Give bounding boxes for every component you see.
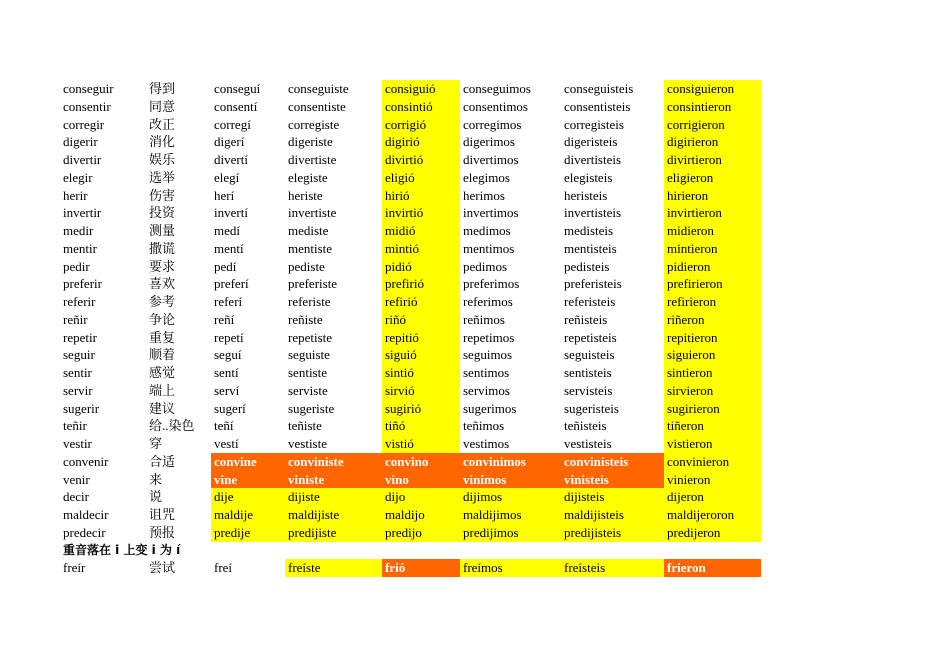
cell-col-2: digerí	[214, 134, 245, 150]
cell-col-7: digirieron	[664, 133, 761, 151]
cell-col-4: pidió	[382, 258, 460, 276]
cell-col-4: mintió	[382, 240, 460, 258]
cell-col-7: dijeron	[664, 488, 761, 506]
cell-col-7: predijeron	[664, 524, 761, 542]
cell-col-3: elegiste	[288, 169, 328, 185]
cell-col-7: vistieron	[664, 435, 761, 453]
cell-col-4: prefirió	[382, 275, 460, 293]
cell-col-5: corregimos	[463, 116, 522, 132]
cell-col-5: teñimos	[463, 418, 505, 434]
cell-col-5: repetimos	[463, 329, 515, 345]
cell-col-3: mediste	[288, 223, 329, 238]
cell-col-6: divertisteis	[564, 152, 622, 167]
cell-col-3: conseguiste	[288, 81, 349, 96]
cell-col-6: elegisteis	[564, 169, 613, 185]
cell-col-2: vine	[211, 471, 285, 489]
cell-col-4: midió	[382, 222, 460, 240]
cell-col-2: predije	[211, 524, 285, 542]
cell-col-2: divertí	[214, 152, 248, 167]
cell-col-3: reñiste	[288, 311, 323, 327]
cell-col-5: freímos	[460, 559, 561, 577]
cell-col-0: corregir	[63, 116, 105, 132]
cell-col-0: decir	[63, 489, 89, 505]
cell-col-3: serviste	[288, 382, 328, 398]
cell-col-3: freíste	[285, 559, 382, 577]
cell-col-3: repetiste	[288, 329, 333, 345]
cell-col-0: vestir	[63, 436, 92, 451]
cell-col-5: sentimos	[463, 365, 510, 380]
cell-col-3: maldijiste	[285, 506, 382, 524]
cell-col-3: digeriste	[288, 134, 333, 150]
cell-col-4: consintió	[382, 98, 460, 116]
cell-col-4: convino	[382, 453, 460, 471]
cell-col-0: repetir	[63, 329, 97, 345]
cell-col-3: pediste	[288, 258, 325, 274]
cell-col-3: heriste	[288, 187, 323, 203]
cell-col-7: tiñeron	[664, 417, 761, 435]
cell-col-4: invirtió	[382, 204, 460, 222]
cell-col-6: servisteis	[564, 382, 613, 398]
cell-col-1: 伤害	[149, 187, 176, 203]
cell-col-0: sugerir	[63, 400, 100, 416]
cell-col-0: freír	[63, 560, 86, 576]
cell-col-7: sirvieron	[664, 382, 761, 400]
cell-col-1: 感觉	[149, 365, 176, 380]
cell-col-5: herimos	[463, 187, 505, 203]
cell-col-1: 参考	[149, 294, 176, 309]
cell-col-7: repitieron	[664, 329, 761, 347]
cell-col-5: vestimos	[463, 436, 510, 451]
cell-col-7: consiguieron	[664, 80, 761, 98]
cell-col-3: predijiste	[285, 524, 382, 542]
cell-col-5: sugerimos	[463, 400, 517, 416]
cell-col-4: siguió	[382, 346, 460, 364]
cell-col-0: sentir	[63, 365, 92, 380]
cell-col-4: vino	[382, 471, 460, 489]
cell-col-7: corrigieron	[664, 116, 761, 134]
cell-col-2: teñí	[214, 418, 234, 434]
cell-col-4: digirió	[382, 133, 460, 151]
cell-col-6: teñisteis	[564, 418, 607, 434]
cell-col-6: freísteis	[561, 559, 664, 577]
cell-col-2: referí	[214, 294, 243, 309]
cell-col-1: 得到	[149, 81, 176, 96]
cell-col-7: mintieron	[664, 240, 761, 258]
cell-col-1: 重复	[149, 329, 176, 345]
cell-col-2: serví	[214, 382, 240, 398]
cell-col-6: convinisteis	[561, 453, 664, 471]
cell-col-7: hirieron	[664, 187, 761, 205]
cell-col-1: 合适	[149, 453, 176, 469]
cell-col-4: corrigió	[382, 116, 460, 134]
cell-col-1: 穿	[149, 436, 163, 451]
cell-col-3: corregiste	[288, 116, 340, 132]
cell-col-6: reñisteis	[564, 311, 608, 327]
cell-col-4: eligió	[382, 169, 460, 187]
cell-col-7: divirtieron	[664, 151, 761, 169]
cell-col-1: 同意	[149, 98, 176, 114]
cell-col-4: vistió	[382, 435, 460, 453]
cell-col-3: referiste	[288, 294, 331, 309]
cell-col-1: 测量	[149, 223, 176, 238]
cell-col-3: invertiste	[288, 205, 337, 221]
cell-col-3: conviniste	[285, 453, 382, 471]
cell-col-4: dijo	[382, 488, 460, 506]
cell-col-2: freí	[214, 560, 233, 576]
cell-col-6: sugeristeis	[564, 400, 619, 416]
cell-col-1: 喜欢	[149, 276, 176, 292]
cell-col-5: pedimos	[463, 258, 508, 274]
cell-col-7: frieron	[664, 559, 761, 577]
cell-col-2: elegí	[214, 169, 240, 185]
cell-col-5: seguimos	[463, 347, 513, 363]
cell-col-2: sentí	[214, 365, 239, 380]
cell-col-3: seguiste	[288, 347, 330, 363]
cell-col-2: medí	[214, 223, 240, 238]
cell-col-7: maldijeroron	[664, 506, 761, 524]
cell-col-5: invertimos	[463, 205, 519, 221]
cell-col-1: 诅咒	[149, 507, 176, 522]
cell-col-6: medisteis	[564, 223, 614, 238]
cell-col-6: vestisteis	[564, 436, 612, 451]
cell-col-1: 消化	[149, 134, 176, 150]
cell-col-2: sugerí	[214, 400, 246, 416]
cell-col-0: predecir	[63, 524, 106, 540]
cell-col-3: preferiste	[288, 276, 338, 292]
cell-col-3: divertiste	[288, 152, 337, 167]
cell-col-1: 要求	[149, 258, 176, 274]
cell-col-5: predijimos	[460, 524, 561, 542]
cell-col-2: invertí	[214, 205, 248, 221]
cell-col-1: 选举	[149, 169, 176, 185]
cell-col-4: refirió	[382, 293, 460, 311]
cell-col-7: pidieron	[664, 258, 761, 276]
cell-col-2: mentí	[214, 240, 244, 256]
cell-col-3: dijiste	[285, 488, 382, 506]
cell-col-5: mentimos	[463, 240, 515, 256]
cell-col-4: sintió	[382, 364, 460, 382]
cell-col-2: reñí	[214, 311, 235, 327]
cell-col-0: digerir	[63, 134, 98, 150]
cell-col-0: pedir	[63, 258, 90, 274]
cell-col-7: invirtieron	[664, 204, 761, 222]
cell-col-0: reñir	[63, 311, 88, 327]
cell-col-6: invertisteis	[564, 205, 622, 221]
cell-col-3: sentiste	[288, 365, 327, 380]
cell-col-1: 撒谎	[149, 240, 176, 256]
cell-col-6: consentisteis	[564, 98, 631, 114]
cell-col-0: convenir	[63, 453, 109, 469]
cell-col-7: sintieron	[664, 364, 761, 382]
cell-col-2: repetí	[214, 329, 244, 345]
cell-col-6: predijisteis	[561, 524, 664, 542]
cell-col-1: 给..染色	[149, 418, 195, 434]
cell-col-2: consentí	[214, 98, 258, 114]
cell-col-0: venir	[63, 471, 90, 487]
cell-col-7: eligieron	[664, 169, 761, 187]
cell-col-6: repetisteis	[564, 329, 617, 345]
cell-col-5: preferimos	[463, 276, 520, 292]
cell-col-6: preferisteis	[564, 276, 622, 292]
cell-col-7: riñeron	[664, 311, 761, 329]
cell-col-0: elegir	[63, 169, 93, 185]
cell-col-2: maldije	[211, 506, 285, 524]
cell-col-2: preferí	[214, 276, 249, 292]
cell-col-7: consintieron	[664, 98, 761, 116]
cell-col-3: teñiste	[288, 418, 322, 434]
cell-col-5: vinimos	[460, 471, 561, 489]
cell-col-1: 预报	[149, 524, 176, 540]
cell-col-2: herí	[214, 187, 235, 203]
cell-col-4: maldijo	[382, 506, 460, 524]
cell-col-5: dijimos	[460, 488, 561, 506]
cell-col-6: mentisteis	[564, 240, 617, 256]
cell-col-0: herir	[63, 187, 88, 203]
cell-col-0: consentir	[63, 98, 111, 114]
cell-col-0: referir	[63, 294, 96, 309]
cell-col-7: sugirieron	[664, 400, 761, 418]
cell-col-7: prefirieron	[664, 275, 761, 293]
cell-col-5: digerimos	[463, 134, 515, 150]
cell-col-4: hirió	[382, 187, 460, 205]
cell-col-0: servir	[63, 382, 93, 398]
cell-col-3: consentiste	[288, 98, 346, 114]
cell-col-5: maldijimos	[460, 506, 561, 524]
cell-col-1: 娱乐	[149, 152, 176, 167]
cell-col-7: siguieron	[664, 346, 761, 364]
cell-col-4: repitió	[382, 329, 460, 347]
cell-col-0: maldecir	[63, 507, 109, 522]
cell-col-6: referisteis	[564, 294, 616, 309]
cell-col-6: conseguisteis	[564, 81, 634, 96]
cell-col-2: dije	[211, 488, 285, 506]
cell-col-4: frió	[382, 559, 460, 577]
cell-col-4: predijo	[382, 524, 460, 542]
cell-col-2: seguí	[214, 347, 242, 363]
cell-col-2: pedí	[214, 258, 237, 274]
cell-col-7: convinieron	[664, 453, 761, 471]
cell-col-0: conseguir	[63, 81, 114, 96]
cell-col-4: tiñó	[382, 417, 460, 435]
cell-col-1: 尝试	[149, 560, 176, 576]
cell-col-1: 投资	[149, 205, 176, 221]
cell-col-2: conseguí	[214, 81, 261, 96]
cell-col-4: sugirió	[382, 400, 460, 418]
cell-col-6: dijisteis	[561, 488, 664, 506]
cell-col-3: viniste	[285, 471, 382, 489]
cell-col-0: preferir	[63, 276, 102, 292]
cell-col-7: refirieron	[664, 293, 761, 311]
cell-col-3: mentiste	[288, 240, 333, 256]
cell-col-4: consiguió	[382, 80, 460, 98]
cell-col-1: 说	[149, 489, 163, 505]
cell-col-2: convine	[211, 453, 285, 471]
cell-col-3: sugeriste	[288, 400, 335, 416]
cell-col-5: elegimos	[463, 169, 510, 185]
cell-col-6: pedisteis	[564, 258, 610, 274]
cell-col-7: vinieron	[664, 471, 761, 489]
cell-col-6: maldijisteis	[561, 506, 664, 524]
cell-col-4: sirvió	[382, 382, 460, 400]
cell-col-7: midieron	[664, 222, 761, 240]
cell-col-1: 建议	[149, 400, 176, 416]
cell-col-1: 顺着	[149, 347, 176, 363]
cell-col-5: servimos	[463, 382, 510, 398]
cell-col-6: sentisteis	[564, 365, 612, 380]
cell-col-2: corregí	[214, 116, 251, 132]
cell-col-0: invertir	[63, 205, 102, 221]
cell-col-1: 争论	[149, 311, 176, 327]
cell-col-6: vinisteis	[561, 471, 664, 489]
cell-col-0: divertir	[63, 152, 102, 167]
cell-col-1: 端上	[149, 382, 176, 398]
cell-col-0: mentir	[63, 240, 97, 256]
cell-col-5: divertimos	[463, 152, 519, 167]
cell-col-6: heristeis	[564, 187, 608, 203]
cell-col-1: 来	[149, 471, 163, 487]
cell-col-5: medimos	[463, 223, 511, 238]
cell-col-5: convinimos	[460, 453, 561, 471]
cell-col-6: corregisteis	[564, 116, 624, 132]
cell-col-6: seguisteis	[564, 347, 615, 363]
cell-col-5: reñimos	[463, 311, 505, 327]
cell-col-3: vestiste	[288, 436, 327, 451]
cell-col-6: digeristeis	[564, 134, 618, 150]
cell-col-5: conseguimos	[463, 81, 531, 96]
cell-col-4: divirtió	[382, 151, 460, 169]
cell-col-4: riñó	[382, 311, 460, 329]
cell-col-1: 改正	[149, 116, 176, 132]
cell-col-0: teñir	[63, 418, 87, 434]
cell-col-2: vestí	[214, 436, 239, 451]
cell-col-5: consentimos	[463, 98, 528, 114]
cell-col-5: referimos	[463, 294, 513, 309]
cell-col-0: seguir	[63, 347, 95, 363]
accent-note: 重音落在 i 上变 i 为 í	[63, 542, 181, 557]
cell-col-0: medir	[63, 223, 94, 238]
